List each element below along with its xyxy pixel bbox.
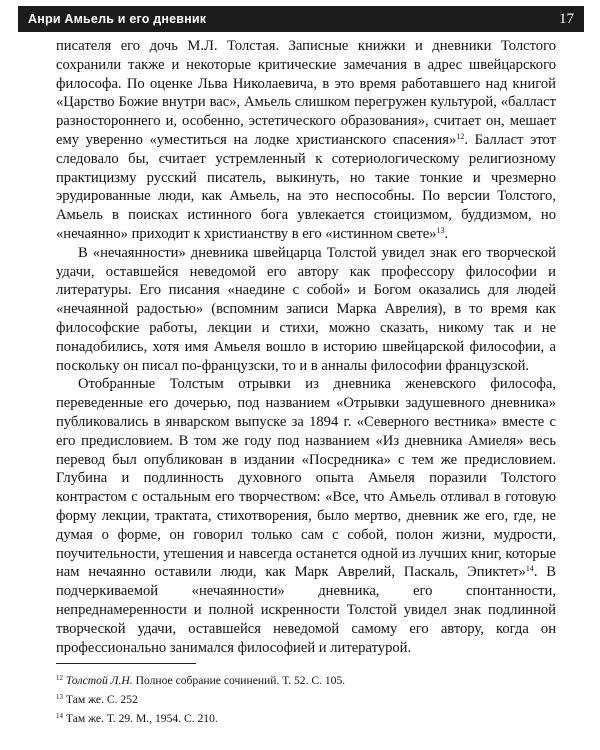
paragraph-1: [56, 37, 556, 244]
footnote-12: [56, 671, 556, 690]
footnote-text: Полное собрание сочинений. Т. 52. С. 105.: [132, 674, 346, 687]
footnote-ref-13: 13: [436, 225, 445, 235]
footnote-number: 12: [56, 674, 63, 682]
footnote-number: 14: [56, 712, 63, 720]
footnote-ref-12: 12: [456, 131, 465, 141]
footnote-number: 13: [56, 693, 63, 701]
footnote-text: Там же. Т. 29. М., 1954. С. 210.: [63, 712, 218, 725]
paragraph-1-text-2: . Балласт этот следовало бы, считает устремленный к сотериологическому религиозному практицизму русский писатель, выкинуть, но такие тонкие и чрезмерно эрудированные люди, как Амьель, на это неспособны. По версии Толстого, Амьель в поисках истинного бога увлекается стоицизмом, буддизмом, но «нечаянно» приходит к христианству в его «истинном свете»: [56, 131, 556, 242]
paragraph-3-text-1: Отобранные Толстым отрывки из дневника женевского философа, переведенные его дочерью, под названием «Отрывки задушевного дневника» публиковались в январском выпуске за 1894 г. «Северного вестника» вместе с его предисловием. В том же году под названием «Из дневника Амиеля» весь перевод был опубликован в издании «Посредника» с тем же предисловием. Глубина и подлинность духовного опыта Амьеля поразили Толстого контрастом с остальным его творчеством: «Все, что Амьель отливал в готовую форму лекции, трактата, стихотворения, было мертво, дневник же его, где, не думая о форме, он говорил только сам с собой, полон жизни, мудрости, поучительности, утешения и навсегда останется одной из лучших книг, которые нам нечаянно оставили люди, как Марк Аврелий, Паскаль, Эпиктет»: [56, 376, 556, 581]
footnote-14: [56, 709, 556, 728]
page-number: 17: [559, 10, 574, 27]
paragraph-1-text-1: писателя его дочь М.Л. Толстая. Записные книжки и дневники Толстого сохранили также и некоторые критические замечания в адрес швейцарского философа. По оценке Льва Николаевича, в это время работавшего над книгой «Царство Божие внутри вас», Амьель слишком перегружен культурой, «балласт разностороннего и, особенно, эстетического образования», считает он, мешает ему уверенно «уместиться на лодке христианского спасения»: [56, 38, 556, 148]
footnote-text: Там же. С. 252: [63, 693, 138, 706]
paragraph-3: [56, 375, 556, 657]
footnote-divider: [56, 663, 196, 664]
footnote-13: [56, 690, 556, 709]
paragraph-2: В «нечаянности» дневника швейцарца Толстой увидел знак его творческой удачи, оставшейся неведомой его автору как профессору философии и литературы. Его писания «наедине с собой» и Богом оказались для людей «нечаянной радостью» (вспомним записи Марка Аврелия), в то время как философские работы, лекции и стихи, можно сказать, никому так и не понадобились, хотя имя Амьеля вошло в историю швейцарской философии, а поскольку он писал по-французски, то и в анналы философии французской.: [56, 244, 556, 374]
footnote-ref-14: 14: [525, 564, 534, 574]
footnotes: [56, 671, 556, 728]
main-text: [56, 37, 556, 657]
footnote-author: Толстой Л.Н.: [65, 674, 133, 687]
paragraph-1-text-3: .: [444, 225, 449, 242]
running-title: Анри Амьель и его дневник: [28, 12, 207, 26]
paragraph-3-text-2: . В подчеркиваемой «нечаянности» дневника, его спонтанности, непреднамеренности и полной искренности Толстой увидел знак подлинной творческой удачи, оставшейся неведомой самому его автору, когда он профессионально занимался философией и литературой.: [56, 564, 556, 656]
running-header: [18, 6, 584, 32]
